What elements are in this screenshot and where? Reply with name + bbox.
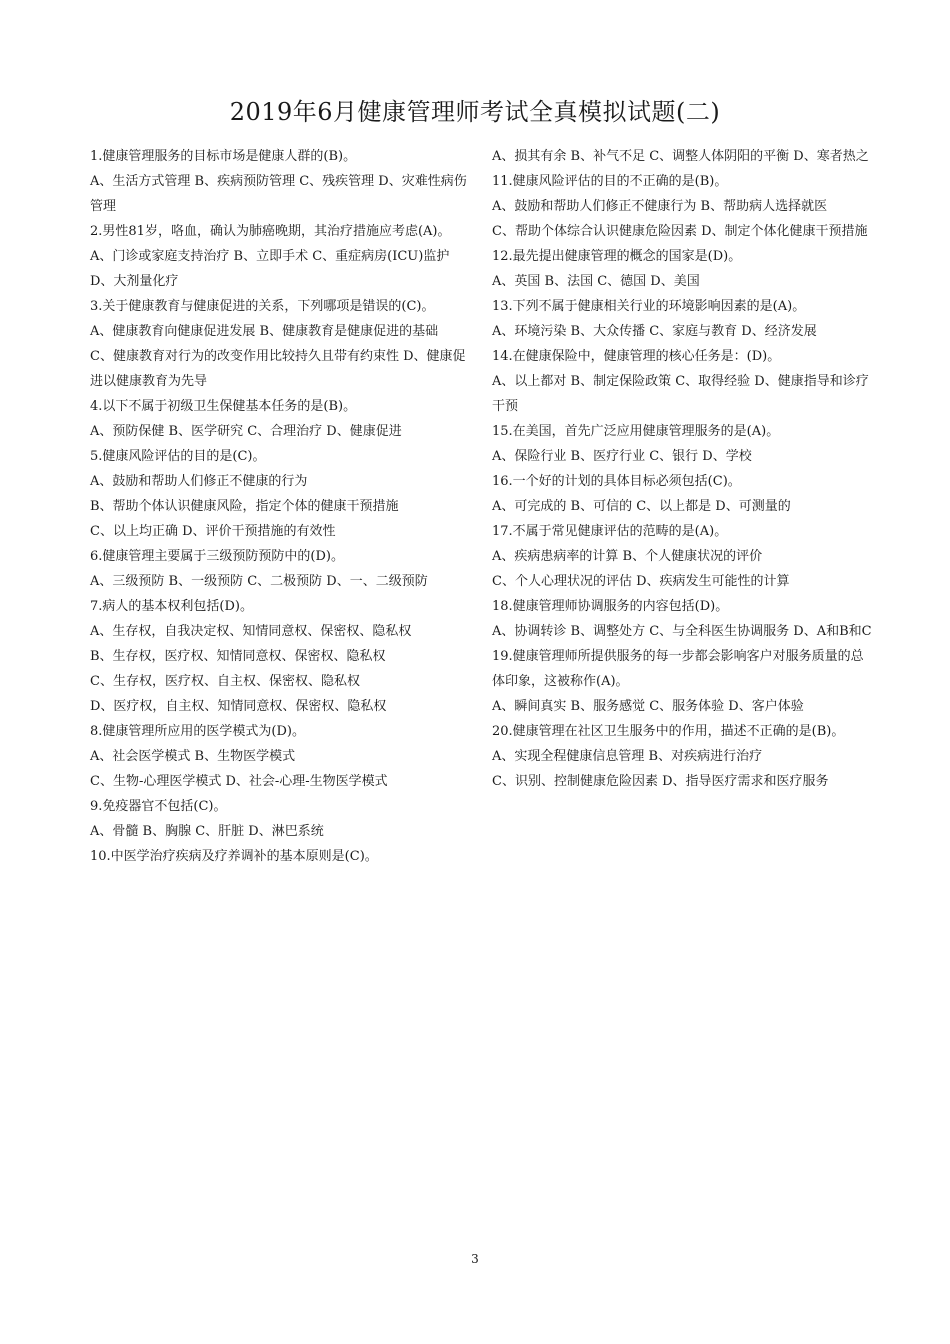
text-line: A、鼓励和帮助人们修正不健康的行为	[90, 474, 308, 489]
text-line: C、以上均正确 D、评价干预措施的有效性	[90, 524, 336, 539]
text-line: D、医疗权，自主权、知情同意权、保密权、隐私权	[90, 699, 387, 714]
text-line: A、英国 B、法国 C、德国 D、美国	[492, 274, 700, 289]
text-line: A、以上都对 B、制定保险政策 C、取得经验 D、健康指导和诊疗干预	[492, 374, 869, 414]
text-line: C、个人心理状况的评估 D、疾病发生可能性的计算	[492, 574, 790, 589]
text-line: 13.下列不属于健康相关行业的环境影响因素的是(A)。	[492, 299, 806, 314]
text-line: 16.一个好的计划的具体目标必须包括(C)。	[492, 474, 741, 489]
text-line: A、环境污染 B、大众传播 C、家庭与教育 D、经济发展	[492, 324, 817, 339]
text-line: 7.病人的基本权利包括(D)。	[90, 599, 253, 614]
text-line: A、实现全程健康信息管理 B、对疾病进行治疗	[492, 749, 763, 764]
page-number: 3	[471, 1252, 479, 1266]
text-line: A、社会医学模式 B、生物医学模式	[90, 749, 296, 764]
text-line: C、帮助个体综合认识健康危险因素 D、制定个体化健康干预措施	[492, 224, 868, 239]
text-line: A、门诊或家庭支持治疗 B、立即手术 C、重症病房(ICU)监护 D、大剂量化疗	[90, 249, 450, 289]
text-line: 1.健康管理服务的目标市场是健康人群的(B)。	[90, 149, 357, 164]
text-line: C、生物-心理医学模式 D、社会-心理-生物医学模式	[90, 774, 388, 789]
text-line: C、生存权，医疗权、自主权、保密权、隐私权	[90, 674, 360, 689]
text-line: 14.在健康保险中，健康管理的核心任务是：(D)。	[492, 349, 781, 364]
text-line: B、生存权，医疗权、知情同意权、保密权、隐私权	[90, 649, 386, 664]
text-line: A、骨髓 B、胸腺 C、肝脏 D、淋巴系统	[90, 824, 324, 839]
text-line: 2.男性81岁，咯血，确认为肺癌晚期，其治疗措施应考虑(A)。	[90, 224, 451, 239]
right-column	[492, 144, 874, 794]
text-line: A、协调转诊 B、调整处方 C、与全科医生协调服务 D、A和B和C	[492, 624, 872, 639]
text-line: A、健康教育向健康促进发展 B、健康教育是健康促进的基础	[90, 324, 439, 339]
text-line: A、保险行业 B、医疗行业 C、银行 D、学校	[492, 449, 752, 464]
text-line: 17.不属于常见健康评估的范畴的是(A)。	[492, 524, 728, 539]
text-line: 15.在美国，首先广泛应用健康管理服务的是(A)。	[492, 424, 780, 439]
text-line: 9.免疫器官不包括(C)。	[90, 799, 227, 814]
text-line: A、损其有余 B、补气不足 C、调整人体阴阳的平衡 D、寒者热之	[492, 149, 869, 164]
text-line: A、疾病患病率的计算 B、个人健康状况的评价	[492, 549, 763, 564]
text-line: 10.中医学治疗疾病及疗养调补的基本原则是(C)。	[90, 849, 378, 864]
text-line: 19.健康管理师所提供服务的每一步都会影响客户对服务质量的总体印象，这被称作(A)。	[492, 649, 864, 689]
text-line: A、鼓励和帮助人们修正不健康行为 B、帮助病人选择就医	[492, 199, 828, 214]
text-line: 11.健康风险评估的目的不正确的是(B)。	[492, 174, 728, 189]
text-line: 3.关于健康教育与健康促进的关系，下列哪项是错误的(C)。	[90, 299, 435, 314]
text-line: 4.以下不属于初级卫生保健基本任务的是(B)。	[90, 399, 357, 414]
text-line: A、可完成的 B、可信的 C、以上都是 D、可测量的	[492, 499, 791, 514]
text-line: A、生活方式管理 B、疾病预防管理 C、残疾管理 D、灾难性病伤管理	[90, 174, 467, 214]
text-line: 5.健康风险评估的目的是(C)。	[90, 449, 266, 464]
text-line: C、健康教育对行为的改变作用比较持久且带有约束性 D、健康促进以健康教育为先导	[90, 349, 466, 389]
text-line: 6.健康管理主要属于三级预防预防中的(D)。	[90, 549, 344, 564]
left-column	[90, 144, 472, 869]
text-line: B、帮助个体认识健康风险，指定个体的健康干预措施	[90, 499, 399, 514]
text-line: 12.最先提出健康管理的概念的国家是(D)。	[492, 249, 742, 264]
text-line: A、预防保健 B、医学研究 C、合理治疗 D、健康促进	[90, 424, 402, 439]
page-title: 2019年6月健康管理师考试全真模拟试题(二)	[229, 98, 721, 126]
text-line: A、瞬间真实 B、服务感觉 C、服务体验 D、客户体验	[492, 699, 804, 714]
text-line: C、识别、控制健康危险因素 D、指导医疗需求和医疗服务	[492, 774, 829, 789]
text-line: 18.健康管理师协调服务的内容包括(D)。	[492, 599, 729, 614]
text-line: A、三级预防 B、一级预防 C、二极预防 D、一、二级预防	[90, 574, 428, 589]
text-line: A、生存权，自我决定权、知情同意权、保密权、隐私权	[90, 624, 412, 639]
text-line: 8.健康管理所应用的医学模式为(D)。	[90, 724, 305, 739]
text-line: 20.健康管理在社区卫生服务中的作用，描述不正确的是(B)。	[492, 724, 845, 739]
